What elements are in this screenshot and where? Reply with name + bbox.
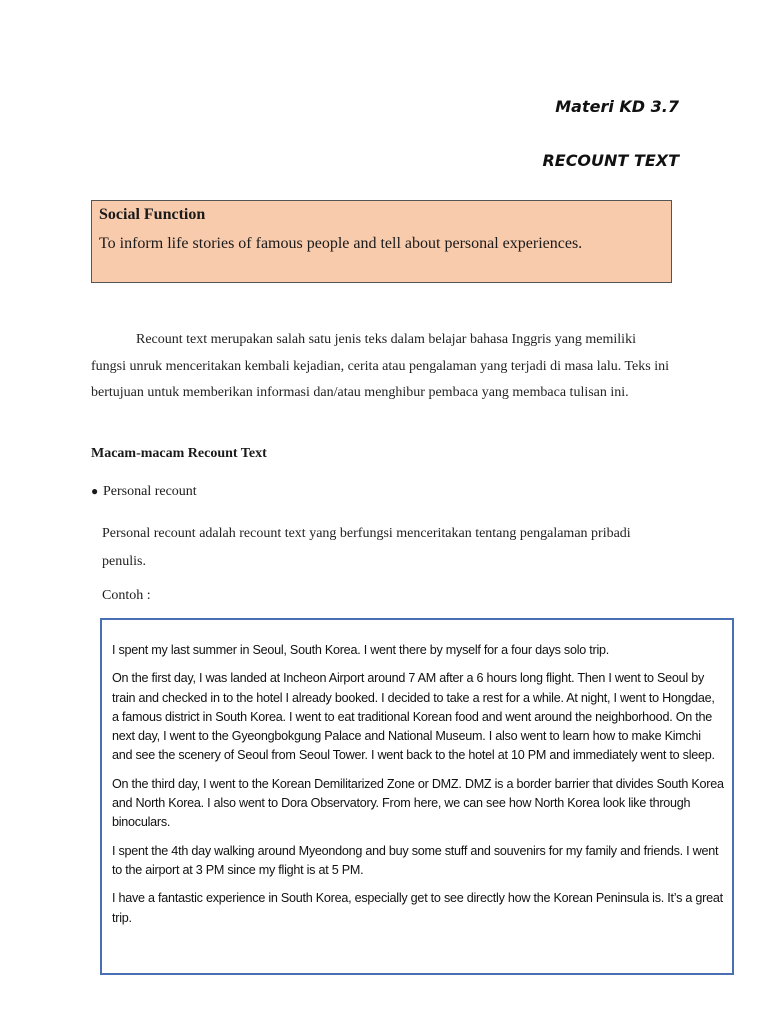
example-paragraph: On the third day, I went to the Korean Demilitarized Zone or DMZ. DMZ is a border barrier that divides South Korea and North Korea. I also went to Dora Observatory. From here, we can see how North Korea look like through binoculars.: [112, 776, 724, 830]
social-function-text: To inform life stories of famous people and tell about personal experiences.: [99, 235, 583, 252]
bullet-item-text: Personal recount: [103, 484, 197, 499]
definition-paragraph: Personal recount adalah recount text yang berfungsi menceritakan tentang pengalaman pribadi penulis.: [102, 526, 631, 569]
example-label: Contoh :: [102, 588, 151, 603]
bullet-item: [91, 484, 197, 500]
page-title: RECOUNT TEXT: [542, 151, 679, 170]
types-heading: Macam-macam Recount Text: [91, 446, 267, 461]
example-paragraph: I spent my last summer in Seoul, South Korea. I went there by myself for a four days solo trip.: [112, 643, 610, 657]
social-function-box: [91, 200, 672, 283]
intro-paragraph-text: Recount text merupakan salah satu jenis teks dalam belajar bahasa Inggris yang memiliki fungsi unruk menceritakan kembali kejadian, cerita atau pengalaman yang terjadi di masa lalu. Teks ini bertujuan untuk memberikan informasi dan/atau menghibur pembaca yang membaca tulisan ini.: [91, 332, 669, 400]
social-function-title: Social Function: [99, 206, 206, 223]
example-paragraph: On the first day, I was landed at Incheon Airport around 7 AM after a 6 hours long flight. Then I went to Seoul by train and checked in to the hotel I already booked. I decided to take a rest for a while. At night, I went to Hongdae, a famous district in South Korea. I went to eat traditional Korean food and went around the neighborhood. On the next day, I went to the Gyeongbokgung Palace and National Museum. I also went to learn how to make Kimchi and see the scenery of Seoul from Seoul Tower. I went back to the hotel at 10 PM and immediately went to sleep.: [112, 671, 715, 763]
example-paragraph: I have a fantastic experience in South Korea, especially get to see directly how the Korean Peninsula is. It’s a great trip.: [112, 891, 723, 925]
intro-paragraph: [91, 327, 673, 407]
materi-label: Materi KD 3.7: [555, 97, 679, 116]
bullet-dot-icon: ●: [91, 484, 99, 498]
example-box: [100, 618, 734, 975]
example-paragraph: I spent the 4th day walking around Myeondong and buy some stuff and souvenirs for my family and friends. I went to the airport at 3 PM since my flight is at 5 PM.: [112, 843, 719, 877]
